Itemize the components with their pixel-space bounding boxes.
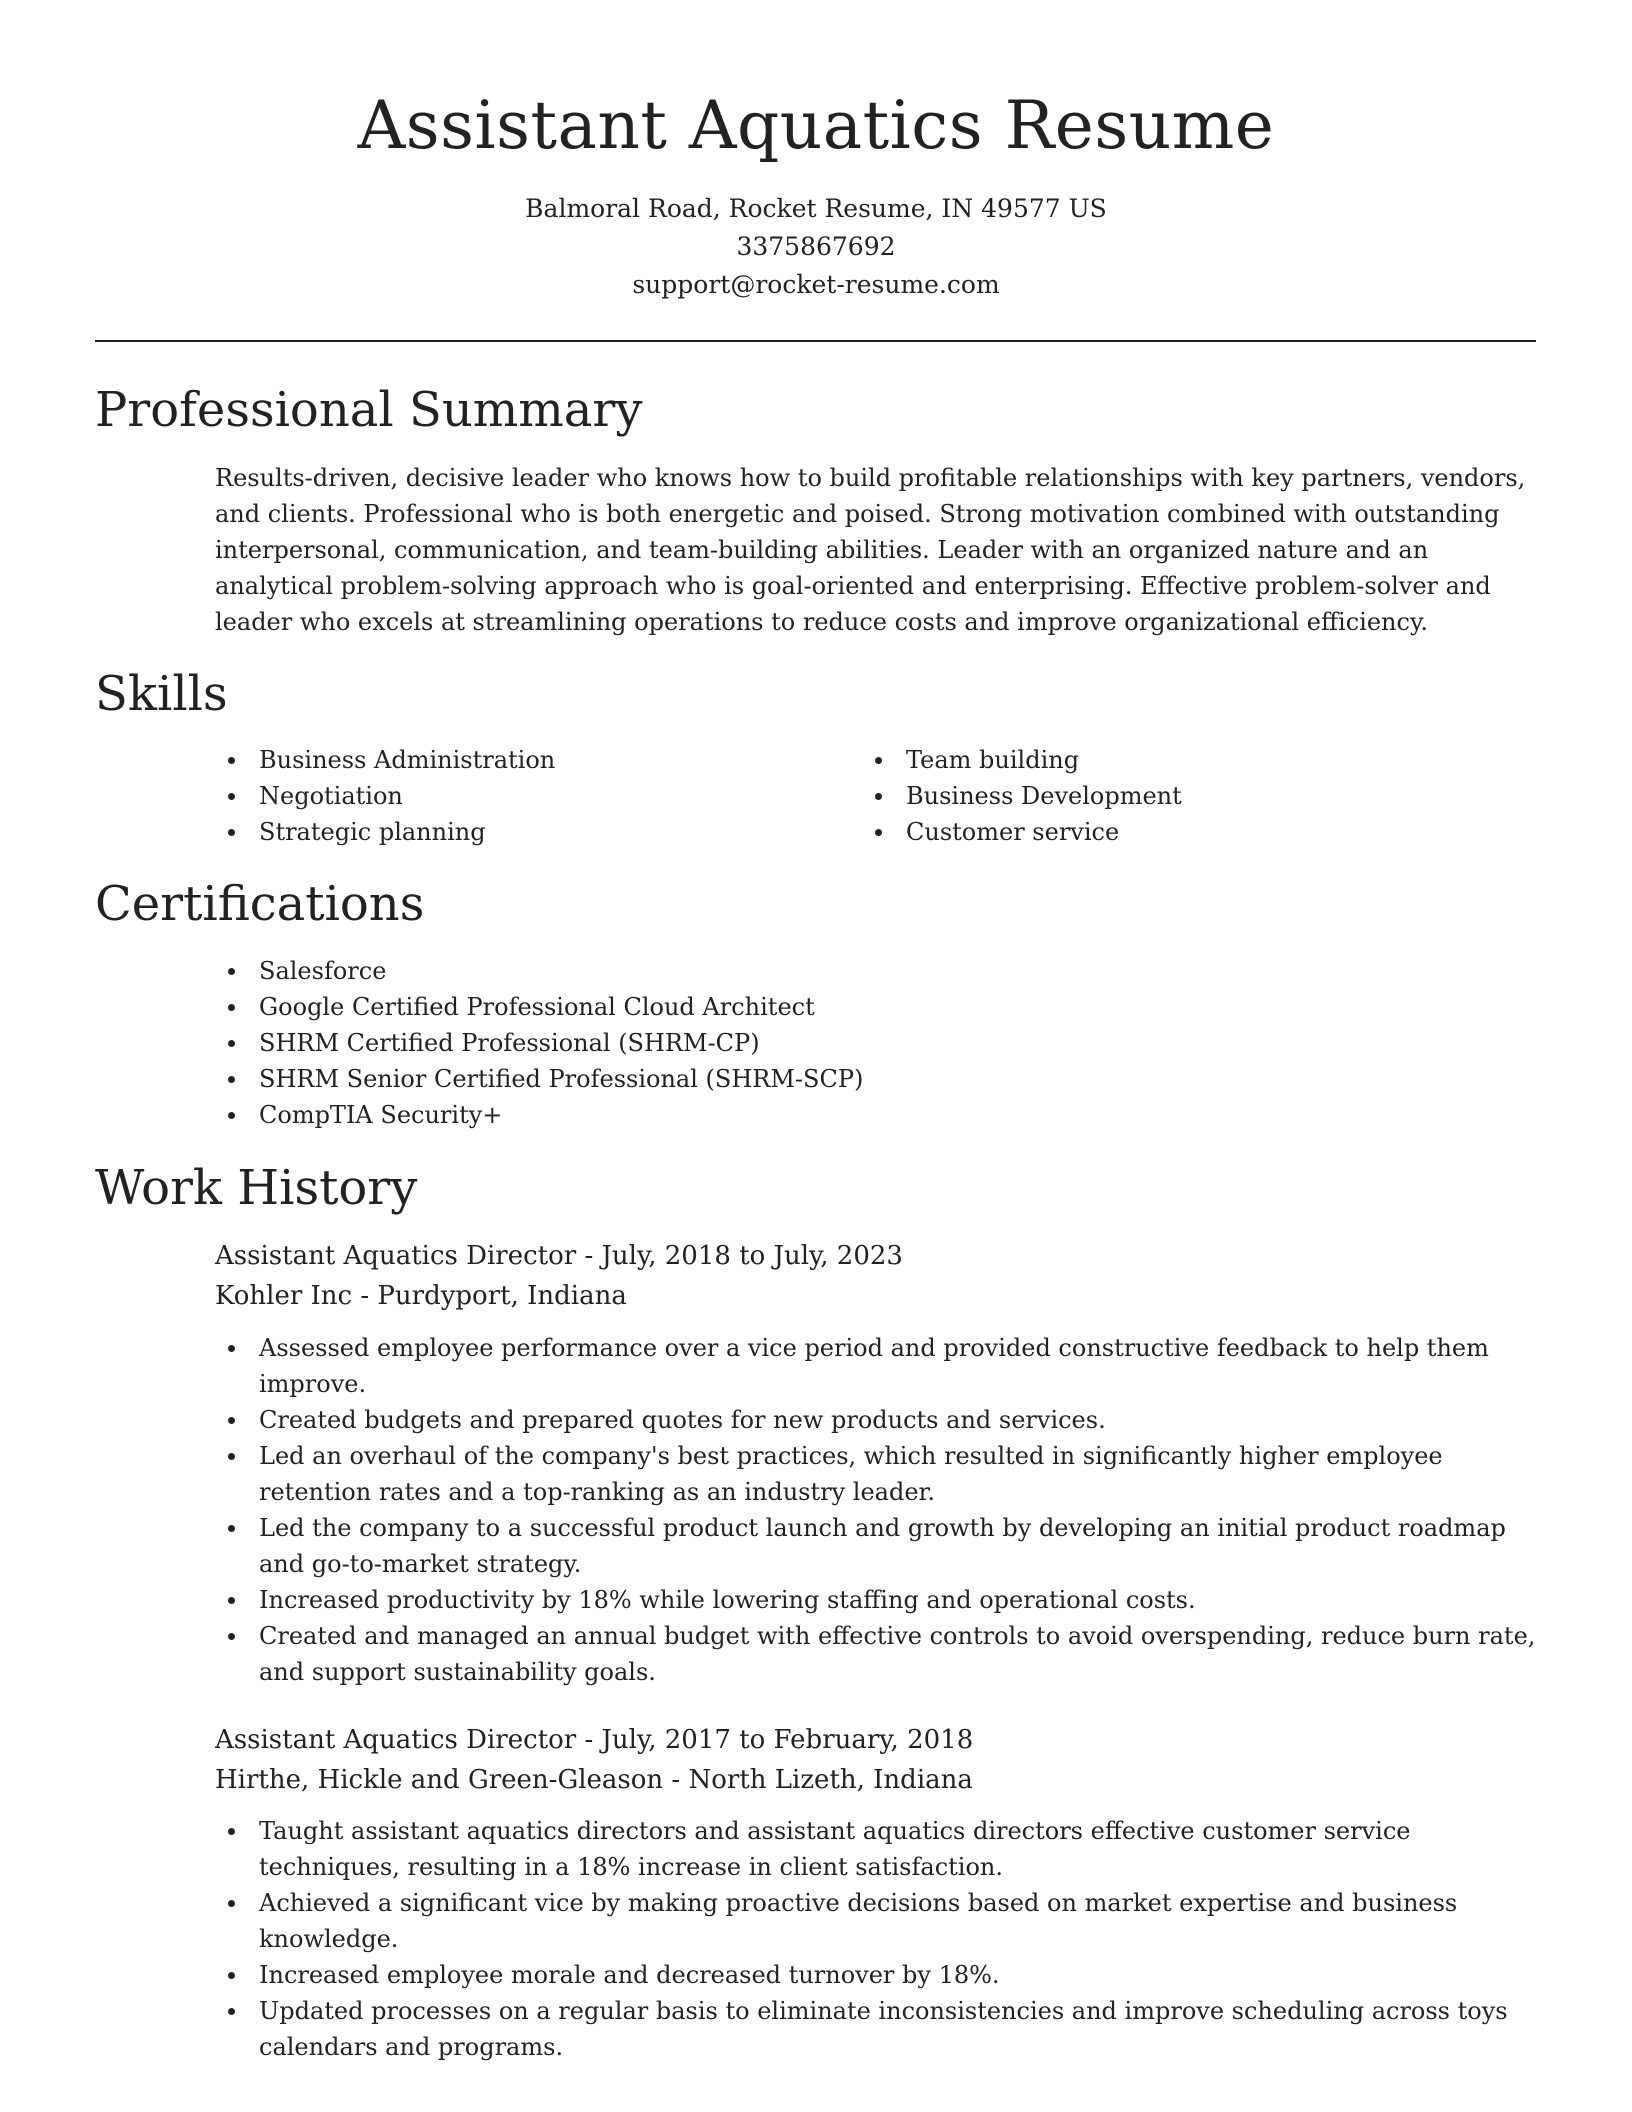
job-bullet: Updated processes on a regular basis to eliminate inconsistencies and improve scheduling across toys calendars and programs.	[215, 1993, 1536, 2065]
job-company-line: Kohler Inc - Purdyport, Indiana	[215, 1281, 627, 1311]
job-bullet: Created and managed an annual budget with effective controls to avoid overspending, reduce burn rate, and support sustainability goals.	[215, 1618, 1536, 1690]
resume-title: Assistant Aquatics Resume	[357, 87, 1275, 164]
skills-list-left	[215, 742, 815, 850]
header-divider	[95, 340, 1536, 342]
job-bullet: Led the company to a successful product launch and growth by developing an initial product roadmap and go-to-market strategy.	[215, 1510, 1536, 1582]
job-bullets	[215, 1330, 1536, 1690]
certifications-list	[215, 953, 1415, 1133]
job-bullet: Achieved a significant vice by making proactive decisions based on market expertise and business knowledge.	[215, 1885, 1536, 1957]
job-bullets	[215, 1813, 1536, 2065]
job-bullet: Assessed employee performance over a vice period and provided constructive feedback to help them improve.	[215, 1330, 1536, 1402]
certification-item: SHRM Senior Certified Professional (SHRM-SCP)	[215, 1061, 1415, 1097]
contact-email: support@rocket-resume.com	[632, 270, 1000, 299]
certification-item: Salesforce	[215, 953, 1415, 989]
skills-list-right	[862, 742, 1462, 850]
job-title-line: Assistant Aquatics Director - July, 2018 to July, 2023	[215, 1241, 903, 1271]
skill-item: Business Administration	[215, 742, 815, 778]
skill-item: Business Development	[862, 778, 1462, 814]
skill-item: Negotiation	[215, 778, 815, 814]
certifications-heading: Certifications	[95, 876, 425, 932]
skill-item: Customer service	[862, 814, 1462, 850]
job-bullet: Increased productivity by 18% while lowering staffing and operational costs.	[215, 1582, 1536, 1618]
certification-item: CompTIA Security+	[215, 1097, 1415, 1133]
job-bullet: Increased employee morale and decreased turnover by 18%.	[215, 1957, 1536, 1993]
job-title-line: Assistant Aquatics Director - July, 2017 to February, 2018	[215, 1725, 974, 1755]
skill-item: Strategic planning	[215, 814, 815, 850]
skill-item: Team building	[862, 742, 1462, 778]
certification-item: Google Certified Professional Cloud Architect	[215, 989, 1415, 1025]
work-history-heading: Work History	[95, 1160, 418, 1216]
contact-phone: 3375867692	[736, 232, 896, 261]
certification-item: SHRM Certified Professional (SHRM-CP)	[215, 1025, 1415, 1061]
job-company-line: Hirthe, Hickle and Green-Gleason - North Lizeth, Indiana	[215, 1765, 973, 1795]
job-bullet: Taught assistant aquatics directors and assistant aquatics directors effective customer service techniques, resulting in a 18% increase in client satisfaction.	[215, 1813, 1536, 1885]
job-bullet: Led an overhaul of the company's best practices, which resulted in significantly higher employee retention rates and a top-ranking as an industry leader.	[215, 1438, 1536, 1510]
skills-heading: Skills	[95, 666, 228, 722]
contact-address: Balmoral Road, Rocket Resume, IN 49577 US	[525, 194, 1107, 223]
summary-heading: Professional Summary	[95, 382, 643, 438]
job-bullet: Created budgets and prepared quotes for new products and services.	[215, 1402, 1536, 1438]
summary-text: Results-driven, decisive leader who knows how to build profitable relationships with key partners, vendors, and clients. Professional who is both energetic and poised. Strong motivation combined with outstanding interpersonal, communication, and team-building abilities. Leader with an organized nature and an analytical problem-solving approach who is goal-oriented and enterprising. Effective problem-solver and leader who excels at streamlining operations to reduce costs and improve organizational efficiency.	[215, 464, 1526, 636]
